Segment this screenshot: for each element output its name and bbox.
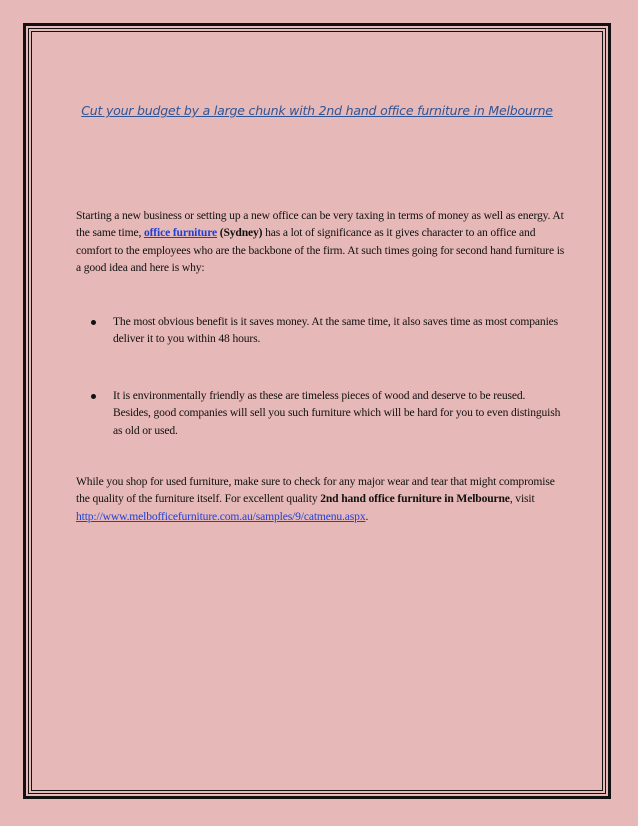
document-title: Cut your budget by a large chunk with 2nd hand office furniture in Melbourne (81, 103, 553, 118)
closing-text-after: . (365, 509, 369, 523)
sydney-label: (Sydney) (219, 226, 263, 240)
closing-bold-phrase: 2nd hand office furniture in Melbourne (320, 492, 510, 506)
intro-text-before: Starting a new business or setting up a new office can be very taxing in terms of money as well as energy. At the same time, (76, 209, 564, 240)
list-item-text: It is environmentally friendly as these are timeless pieces of wood and deserve to be reused. Besides, good companies will sell you such furniture which will be hard for you to even distinguish as old or used. (113, 389, 561, 437)
office-furniture-link[interactable]: office furniture (143, 226, 217, 240)
closing-text-middle: , visit (509, 492, 535, 506)
closing-text-before: While you shop for used furniture, make sure to check for any major wear and tear that might compromise the quality of the furniture itself. For excellent quality (76, 475, 555, 506)
catalog-url-link[interactable]: http://www.melbofficefurniture.com.au/samples/9/catmenu.aspx (76, 509, 366, 523)
closing-paragraph (76, 473, 568, 525)
intro-text-after: has a lot of significance as it gives character to an office and comfort to the employees who are the backbone of the firm. At such times going for second hand furniture is a good idea and here is why: (76, 226, 565, 275)
list-item-text: The most obvious benefit is it saves money. At the same time, it also saves time as most companies deliver it to you within 48 hours. (113, 315, 559, 346)
bullet-icon (91, 320, 96, 325)
bullet-icon (91, 394, 96, 399)
intro-paragraph (76, 207, 568, 277)
